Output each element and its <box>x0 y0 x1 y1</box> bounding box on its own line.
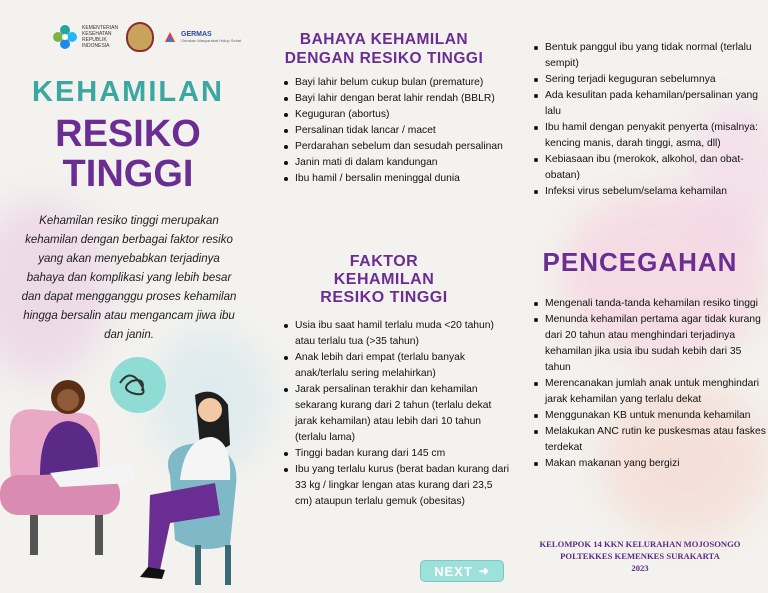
list-item: Bayi lahir belum cukup bulan (premature) <box>282 75 508 91</box>
kemenkes-logo <box>52 24 118 50</box>
faktor-heading-line1: FAKTOR <box>349 253 419 270</box>
list-item: Janin mati di dalam kandungan <box>282 155 508 171</box>
kemenkes-text: KEMENTERIAN KESEHATAN REPUBLIK INDONESIA <box>82 25 119 49</box>
list-item: Menunda kehamilan pertama agar tidak kurang dari 20 tahun atau menghindari terjadinya kehamilan jika usia ibu sudah kebih dari 35 tahun <box>532 312 768 376</box>
list-item: Ibu yang terlalu kurus (berat badan kurang dari 33 kg / lingkar lengan atas kurang dari 23,5 cm) ataupun terlalu gemuk (obesitas) <box>282 462 510 510</box>
list-item: Jarak persalinan terakhir dan kehamilan sekarang kurang dari 2 tahun (terlalu dekat jarak kehamilan) atau lebih dari 10 tahun (terlalu lama) <box>282 382 510 446</box>
list-item: Sering terjadi keguguran sebelumnya <box>532 72 764 88</box>
kemenkes-icon <box>52 24 78 50</box>
germas-subtitle: Gerakan Masyarakat Hidup Sehat <box>181 38 242 43</box>
list-item: Keguguran (abortus) <box>282 107 508 123</box>
faktor-heading <box>256 253 512 307</box>
info-panel-right <box>512 0 768 593</box>
next-button[interactable] <box>420 560 504 582</box>
faktor-list <box>282 318 510 510</box>
list-item: Merencanakan jumlah anak untuk menghindari jarak kehamilan yang terlalu dekat <box>532 376 768 408</box>
logo-row <box>52 22 241 52</box>
counseling-illustration <box>0 355 256 593</box>
list-item: Menggunakan KB untuk menunda kehamilan <box>532 408 768 424</box>
faktor-list-continued <box>532 40 764 200</box>
list-item: Persalinan tidak lancar / macet <box>282 123 508 139</box>
list-item: Ibu hamil dengan penyakit penyerta (misalnya: kencing manis, darah tinggi, asma, dll) <box>532 120 764 152</box>
list-item: Tinggi badan kurang dari 145 cm <box>282 446 510 462</box>
germas-icon <box>162 29 178 45</box>
title-resiko: RESIKO <box>55 113 201 155</box>
list-item: Kebiasaan ibu (merokok, alkohol, dan obat-obatan) <box>532 152 764 184</box>
intro-paragraph: Kehamilan resiko tinggi merupakan kehamilan dengan berbagai faktor resiko yang akan menyebabkan terjadinya bahaya dan komplikasi yang lebih besar dan dapat mengganggu proses kehamilan hingga bersalin atau mengancam jiwa ibu dan janin. <box>21 215 237 341</box>
bahaya-heading-line2: DENGAN RESIKO TINGGI <box>284 50 484 67</box>
list-item: Perdarahan sebelum dan sesudah persalinan <box>282 139 508 155</box>
list-item: Makan makanan yang bergizi <box>532 456 768 472</box>
germas-text <box>181 31 241 43</box>
list-item: Ibu hamil / bersalin meninggal dunia <box>282 171 508 187</box>
list-item: Infeksi virus sebelum/selama kehamilan <box>532 184 764 200</box>
list-item: Bentuk panggul ibu yang tidak normal (terlalu sempit) <box>532 40 764 72</box>
footer-line1: KELOMPOK 14 KKN KELURAHAN MOJOSONGO <box>539 539 741 549</box>
footer-line3: 2023 <box>631 563 649 573</box>
regional-seal-icon <box>126 22 154 52</box>
cover-title-resiko-tinggi <box>0 114 256 194</box>
pencegahan-list <box>532 296 768 472</box>
title-tinggi: TINGGI <box>62 153 194 195</box>
faktor-heading-line3: RESIKO TINGGI <box>320 289 448 306</box>
bahaya-heading <box>256 30 512 68</box>
germas-title: GERMAS <box>181 31 212 38</box>
list-item: Ada kesulitan pada kehamilan/persalinan yang lalu <box>532 88 764 120</box>
list-item: Usia ibu saat hamil terlalu muda <20 tahun) atau terlalu tua (>35 tahun) <box>282 318 510 350</box>
list-item: Mengenali tanda-tanda kehamilan resiko tinggi <box>532 296 768 312</box>
cover-title-kehamilan: KEHAMILAN <box>32 76 224 108</box>
cover-panel <box>0 0 256 593</box>
info-panel-middle <box>256 0 512 593</box>
list-item: Anak lebih dari empat (terlalu banyak anak/terlalu sering melahirkan) <box>282 350 510 382</box>
credits-footer <box>512 538 768 574</box>
bahaya-heading-line1: BAHAYA KEHAMILAN <box>299 31 469 48</box>
footer-line2: POLTEKKES KEMENKES SURAKARTA <box>560 551 720 561</box>
list-item: Bayi lahir dengan berat lahir rendah (BBLR) <box>282 91 508 107</box>
faktor-heading-line2: KEHAMILAN <box>333 271 435 288</box>
germas-logo <box>162 29 241 45</box>
arrow-right-icon: ➜ <box>478 564 490 578</box>
next-button-label: NEXT <box>434 563 473 579</box>
bahaya-list <box>282 75 508 187</box>
pencegahan-heading: PENCEGAHAN <box>542 247 738 277</box>
list-item: Melakukan ANC rutin ke puskesmas atau faskes terdekat <box>532 424 768 456</box>
